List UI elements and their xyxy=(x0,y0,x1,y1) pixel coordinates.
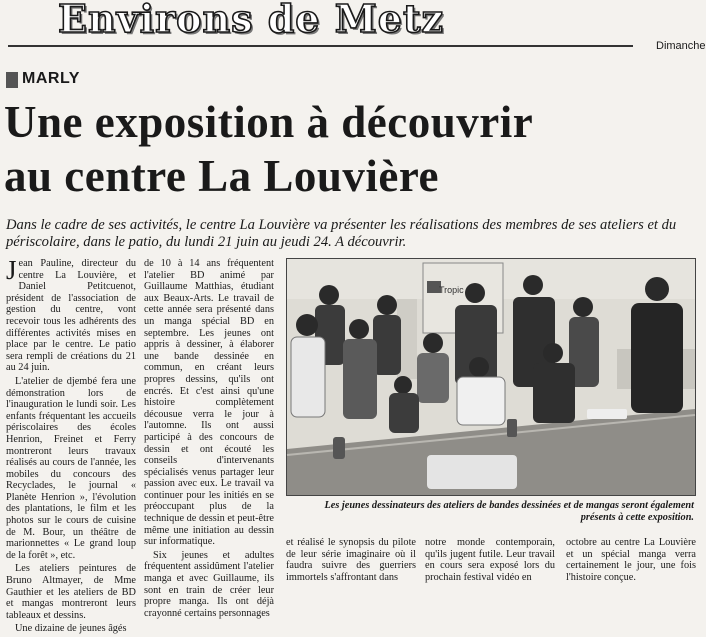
paragraph: octobre au centre La Louvière et un spécial manga verra certainement le jour, une fois l'histoire conçue. xyxy=(566,537,696,583)
section-title: Environs de Metz xyxy=(58,0,445,41)
lede: Dans le cadre de ses activités, le centre La Louvière va présenter les réalisations des membres de ses ateliers et du périscolaire, dans le patio, du lundi 21 juin au jeudi 24. A découvrir. xyxy=(6,217,677,250)
bottom-column-2 xyxy=(425,537,555,583)
drop-cap: J xyxy=(6,255,17,285)
paragraph: notre monde contemporain, qu'ils jugent futile. Leur travail en cours sera exposé lors du prochain festival vidéo en xyxy=(425,537,555,583)
tag-marker xyxy=(6,72,18,88)
paragraph: de 10 à 14 ans fréquentent l'atelier BD animé par Guillaume Matthias, étudiant aux Beaux-Arts. Le travail de cette année sera présenté dans un manga spécial BD en septembre. Les jeunes ont appris à dessiner, à élaborer une bande dessinée en commun, en créant leurs propres dessins, qu'ils ont encrés. Et c'est ainsi qu'une histoire complètement décousue verra le jour à l'automne. Ils ont aussi participé à des concours de dessin et ont écouté les conseils d'intervenants spécialisés venus partager leur passion avec eux. Le travail va continuer pour les initiés en se préoccupant plus de la technique de dessin et peut-être même une initiation au dessin sur informatique. xyxy=(144,258,274,548)
group-photo-illustration xyxy=(287,259,695,495)
poster-text: Tropic xyxy=(439,285,464,295)
headline-line-1: Une exposition à découvrir xyxy=(4,97,534,147)
paragraph: Jean Pauline, directeur du centre La Louvière, et Daniel Petitcuenot, président de l'association de gestion du centre, vont recevoir tous les adhérents des différentes activités mises en place par le centre. Le patio sera rempli de créations du 21 au 24 juin. xyxy=(6,255,136,374)
headline-line-2: au centre La Louvière xyxy=(4,151,440,201)
photo-caption: Les jeunes dessinateurs des ateliers de bandes dessinées et de mangas seront également présents à cette exposition. xyxy=(324,500,694,523)
location-tag: MARLY xyxy=(22,70,80,87)
group-photo xyxy=(286,258,696,496)
paragraph: Les ateliers peintures de Bruno Altmayer, de Mme Gauthier et les ateliers de BD et mangas montreront leurs tableaux et dessins. xyxy=(6,563,136,621)
paragraph: L'atelier de djembé fera une démonstration lors de l'inauguration le lundi soir. Les enfants fréquentant les accueils périscolaires des écoles Henrion, Freinet et Ferry montreront leurs travaux réalisés au cours de l'année, les mobiles du concours des Recyclades, le journal « Planète Henrion », l'évolution des plantations, le film et les photos sur le cours de cuisine de M. Bour, un théâtre de marionnettes « Le grand loup de la forêt », etc. xyxy=(6,375,136,561)
header-rule xyxy=(8,45,633,47)
bottom-column-1 xyxy=(286,537,416,583)
paragraph: et réalisé le synopsis du pilote de leur série imaginaire où il faudra suivre des guerriers immortels s'affrontant dans xyxy=(286,537,416,583)
bottom-column-3 xyxy=(566,537,696,583)
paragraph: Une dizaine de jeunes âgés xyxy=(15,623,127,635)
body-column-1 xyxy=(6,255,136,637)
body-column-2 xyxy=(144,258,274,621)
issue-date: Dimanche xyxy=(656,40,706,52)
headline xyxy=(4,95,533,203)
paragraph: Six jeunes et adultes fréquentent assidûment l'atelier manga et avec Guillaume, ils sont en train de créer leur propre manga. Ils ont déjà crayonné certains personnages xyxy=(144,549,274,619)
